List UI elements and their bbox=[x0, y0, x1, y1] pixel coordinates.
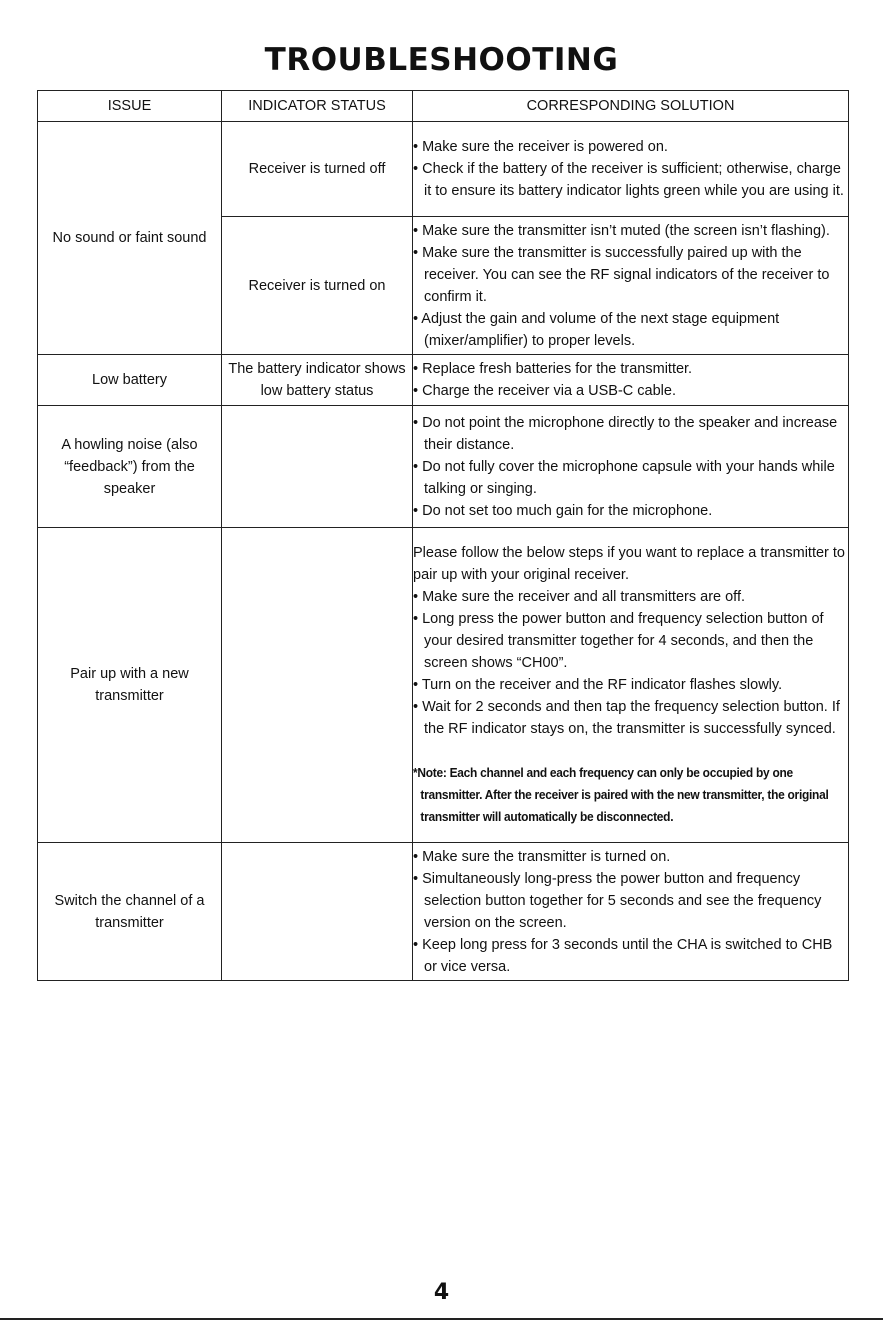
solution-item: • Do not set too much gain for the microphone. bbox=[413, 502, 713, 519]
solution-item: • Long press the power button and frequency selection button of your desired transmitter together for 4 seconds, and then the screen shows “CH00”. bbox=[413, 611, 824, 671]
header-row bbox=[38, 91, 849, 122]
page-title: TROUBLESHOOTING bbox=[264, 42, 619, 78]
issue-cell: Switch the channel of a transmitter bbox=[38, 843, 222, 981]
solution-item: • Adjust the gain and volume of the next stage equipment (mixer/amplifier) to proper levels. bbox=[413, 310, 780, 349]
issue-cell: Pair up with a new transmitter bbox=[38, 528, 222, 843]
table-row bbox=[38, 122, 849, 217]
status-cell: The battery indicator shows low battery status bbox=[222, 355, 413, 406]
status-cell bbox=[222, 528, 413, 843]
solution-item: • Do not fully cover the microphone capsule with your hands while talking or singing. bbox=[413, 458, 835, 497]
solution-item: • Check if the battery of the receiver is sufficient; otherwise, charge it to ensure its battery indicator lights green while you are using it. bbox=[413, 161, 844, 199]
solution-item: • Make sure the transmitter is turned on. bbox=[413, 848, 671, 865]
status-cell: Receiver is turned on bbox=[222, 217, 413, 355]
solution-cell bbox=[413, 528, 849, 843]
solution-item: • Replace fresh batteries for the transmitter. bbox=[413, 361, 693, 377]
solution-item: • Make sure the receiver and all transmitters are off. bbox=[413, 589, 746, 605]
page-number: 4 bbox=[433, 1280, 450, 1305]
solution-item: • Wait for 2 seconds and then tap the frequency selection button. If the RF indicator stays on, the transmitter is successfully synced. bbox=[413, 699, 840, 737]
solution-cell bbox=[413, 355, 849, 406]
spacer bbox=[413, 740, 848, 762]
solution-cell bbox=[413, 122, 849, 217]
issue-cell: Low battery bbox=[38, 355, 222, 406]
troubleshooting-table bbox=[37, 90, 849, 981]
table-row bbox=[38, 406, 849, 528]
solution-item: • Make sure the transmitter is successfully paired up with the receiver. You can see the RF signal indicators of the receiver to confirm it. bbox=[413, 244, 830, 305]
status-cell bbox=[222, 843, 413, 981]
solution-intro: Please follow the below steps if you want to replace a transmitter to pair up with your original receiver. bbox=[413, 545, 845, 583]
table-row bbox=[38, 355, 849, 406]
issue-cell: A howling noise (also “feedback”) from the speaker bbox=[38, 406, 222, 528]
header-solution: CORRESPONDING SOLUTION bbox=[413, 91, 849, 122]
solution-item: • Charge the receiver via a USB-C cable. bbox=[413, 383, 676, 399]
table-row bbox=[38, 528, 849, 843]
issue-cell: No sound or faint sound bbox=[38, 122, 222, 355]
status-cell: Receiver is turned off bbox=[222, 122, 413, 217]
status-cell bbox=[222, 406, 413, 528]
solution-item: • Keep long press for 3 seconds until the CHA is switched to CHB or vice versa. bbox=[413, 936, 833, 975]
solution-cell bbox=[413, 843, 849, 981]
bottom-rule bbox=[0, 1318, 883, 1320]
solution-item: • Make sure the receiver is powered on. bbox=[413, 139, 668, 155]
solution-item: • Do not point the microphone directly to the speaker and increase their distance. bbox=[413, 414, 838, 453]
solution-item: • Turn on the receiver and the RF indicator flashes slowly. bbox=[413, 677, 783, 693]
table-row bbox=[38, 843, 849, 981]
solution-note: *Note: Each channel and each frequency can only be occupied by one transmitter. After the receiver is paired with the new transmitter, the original transmitter will automatically be disconnected. bbox=[413, 765, 829, 824]
solution-item: • Simultaneously long-press the power button and frequency selection button together for 5 seconds and see the frequency version on the screen. bbox=[413, 870, 822, 931]
solution-cell bbox=[413, 217, 849, 355]
header-indicator-status: INDICATOR STATUS bbox=[222, 91, 413, 122]
header-issue: ISSUE bbox=[38, 91, 222, 122]
solution-cell bbox=[413, 406, 849, 528]
solution-item: • Make sure the transmitter isn’t muted (the screen isn’t flashing). bbox=[413, 222, 830, 239]
